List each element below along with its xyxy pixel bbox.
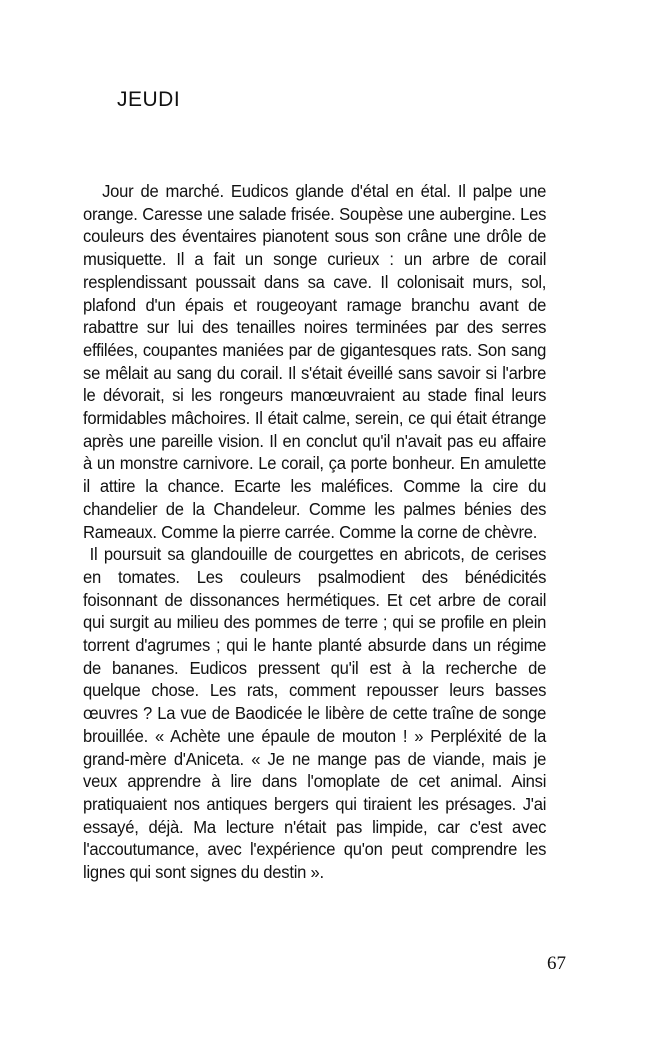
- paragraph-2: Il poursuit sa glandouille de courgettes en abricots, de cerises en tomates. Les couleurs psalmodient des bénédicités foisonnant de dissonances hermétiques. Et cet arbre de corail qui surgit au milieu des pommes de terre ; qui se profile en plein torrent d'agrumes ; qui le hante planté absurde dans un régime de bananes. Eudicos pressent qu'il est à la recherche de quelque chose. Les rats, comment repousser leurs basses œuvres ? La vue de Baodicée le libère de cette traîne de songe brouillée. « Achète une épaule de mouton ! » Perpléxité de la grand-mère d'Aniceta. « Je ne mange pas de viande, mais je veux apprendre à lire dans l'omoplate de cet animal. Ainsi pratiquaient nos antiques bergers qui tiraient les présages. J'ai essayé, déjà. Ma lecture n'était pas limpide, car c'est avec l'accoutumance, avec l'expérience qu'on peut comprendre les lignes qui sont signes du destin ».: [83, 544, 547, 883]
- page-number: 67: [547, 953, 566, 974]
- paragraph-1: Jour de marché. Eudicos glande d'étal en étal. Il palpe une orange. Caresse une salade frisée. Soupèse une aubergine. Les couleurs des éventaires pianotent sous son crâne une drôle de musiquette. Il a fait un songe curieux : un arbre de corail resplendissant poussait dans sa cave. Il colonisait murs, sol, plafond d'un épais et rougeoyant ramage branchu avant de rabattre sur lui des tenailles noires terminées par des serres effilées, coupantes maniées par de gigantesques rats. Son sang se mêlait au sang du corail. Il s'était éveillé sans savoir si l'arbre le dévorait, si les rongeurs manœuvraient au stade final leurs formidables mâchoires. Il était calme, serein, ce qui était étrange après une pareille vision. Il en conclut qu'il n'avait pas eu affaire à un monstre carnivore. Le corail, ça porte bonheur. En amulette il attire la chance. Ecarte les maléfices. Comme la cire du chandelier de la Chandeleur. Comme les palmes bénies des Rameaux. Comme la pierre carrée. Comme la corne de chèvre.: [83, 181, 547, 542]
- chapter-body: [83, 180, 546, 884]
- chapter-title: JEUDI: [117, 88, 181, 111]
